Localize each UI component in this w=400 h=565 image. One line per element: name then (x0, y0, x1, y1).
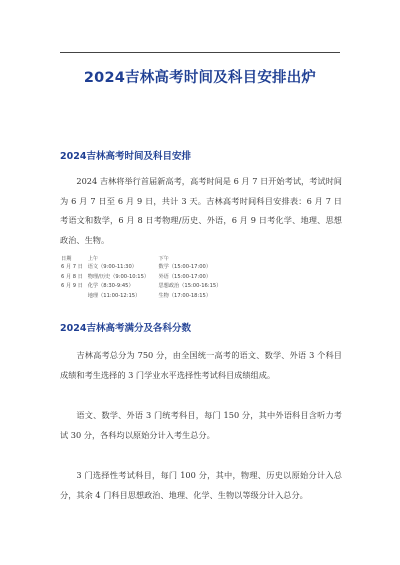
row-morning: 地理（11:00-12:15） (87, 292, 141, 299)
row-morning: 化学（8:30-9:45） (87, 283, 134, 290)
scores-paragraph-elective: 3 门选择性考试科目，每门 100 分，其中，物理、历史以原始分计入总分，其余 4 门科目思想政治、地理、化学、生物以等级分计入总分。 (60, 470, 342, 500)
row-morning: 语文（9:00-11:30） (87, 264, 137, 271)
row-afternoon: 数学（15:00-17:00） (158, 264, 212, 271)
table-row (60, 262, 230, 272)
section-heading-schedule: 2024吉林高考时间及科目安排 (60, 151, 191, 162)
schedule-header-row (60, 254, 230, 262)
row-afternoon: 思想政治（15:00-16:15） (158, 283, 222, 290)
section-heading-scores: 2024吉林高考满分及各科分数 (60, 323, 191, 334)
row-afternoon: 生物（17:00-18:15） (158, 292, 212, 299)
schedule-paragraph: 2024 吉林将举行首届新高考，高考时间是 6 月 7 日开始考试，考试时间为 6 月 7 日至 6 月 9 日，共计 3 天。吉林高考时间科目安排表：6 月 7 日考语文和数学，6 月 8 日考物理/历史、外语，6 月 9 日考化学、地理、思想政治、生物。 (60, 176, 342, 245)
row-date (60, 291, 87, 301)
header-afternoon: 下午 (158, 255, 169, 262)
row-morning: 物理/历史（9:00-10:15） (87, 273, 150, 280)
table-row (60, 272, 230, 282)
top-divider (60, 52, 340, 53)
scores-paragraph-total: 吉林高考总分为 750 分，由全国统一高考的语文、数学、外语 3 个科目成绩和考生选择的 3 门学业水平选择性考试科目成绩组成。 (60, 350, 342, 380)
header-morning: 上午 (87, 255, 99, 262)
row-afternoon: 外语（15:00-17:00） (158, 273, 212, 280)
table-row (60, 291, 230, 301)
schedule-table (60, 254, 230, 300)
scores-paragraph-core: 语文、数学、外语 3 门统考科目，每门 150 分，其中外语科目含听力考试 30 分，各科均以原始分计入考生总分。 (60, 410, 342, 440)
table-row (60, 281, 230, 291)
row-date: 6 月 7 日 (61, 264, 83, 271)
page-title: 2024吉林高考时间及科目安排出炉 (83, 70, 317, 86)
row-date: 6 月 8 日 (61, 273, 83, 280)
row-date: 6 月 9 日 (61, 283, 83, 290)
header-date: 日期 (61, 255, 72, 262)
